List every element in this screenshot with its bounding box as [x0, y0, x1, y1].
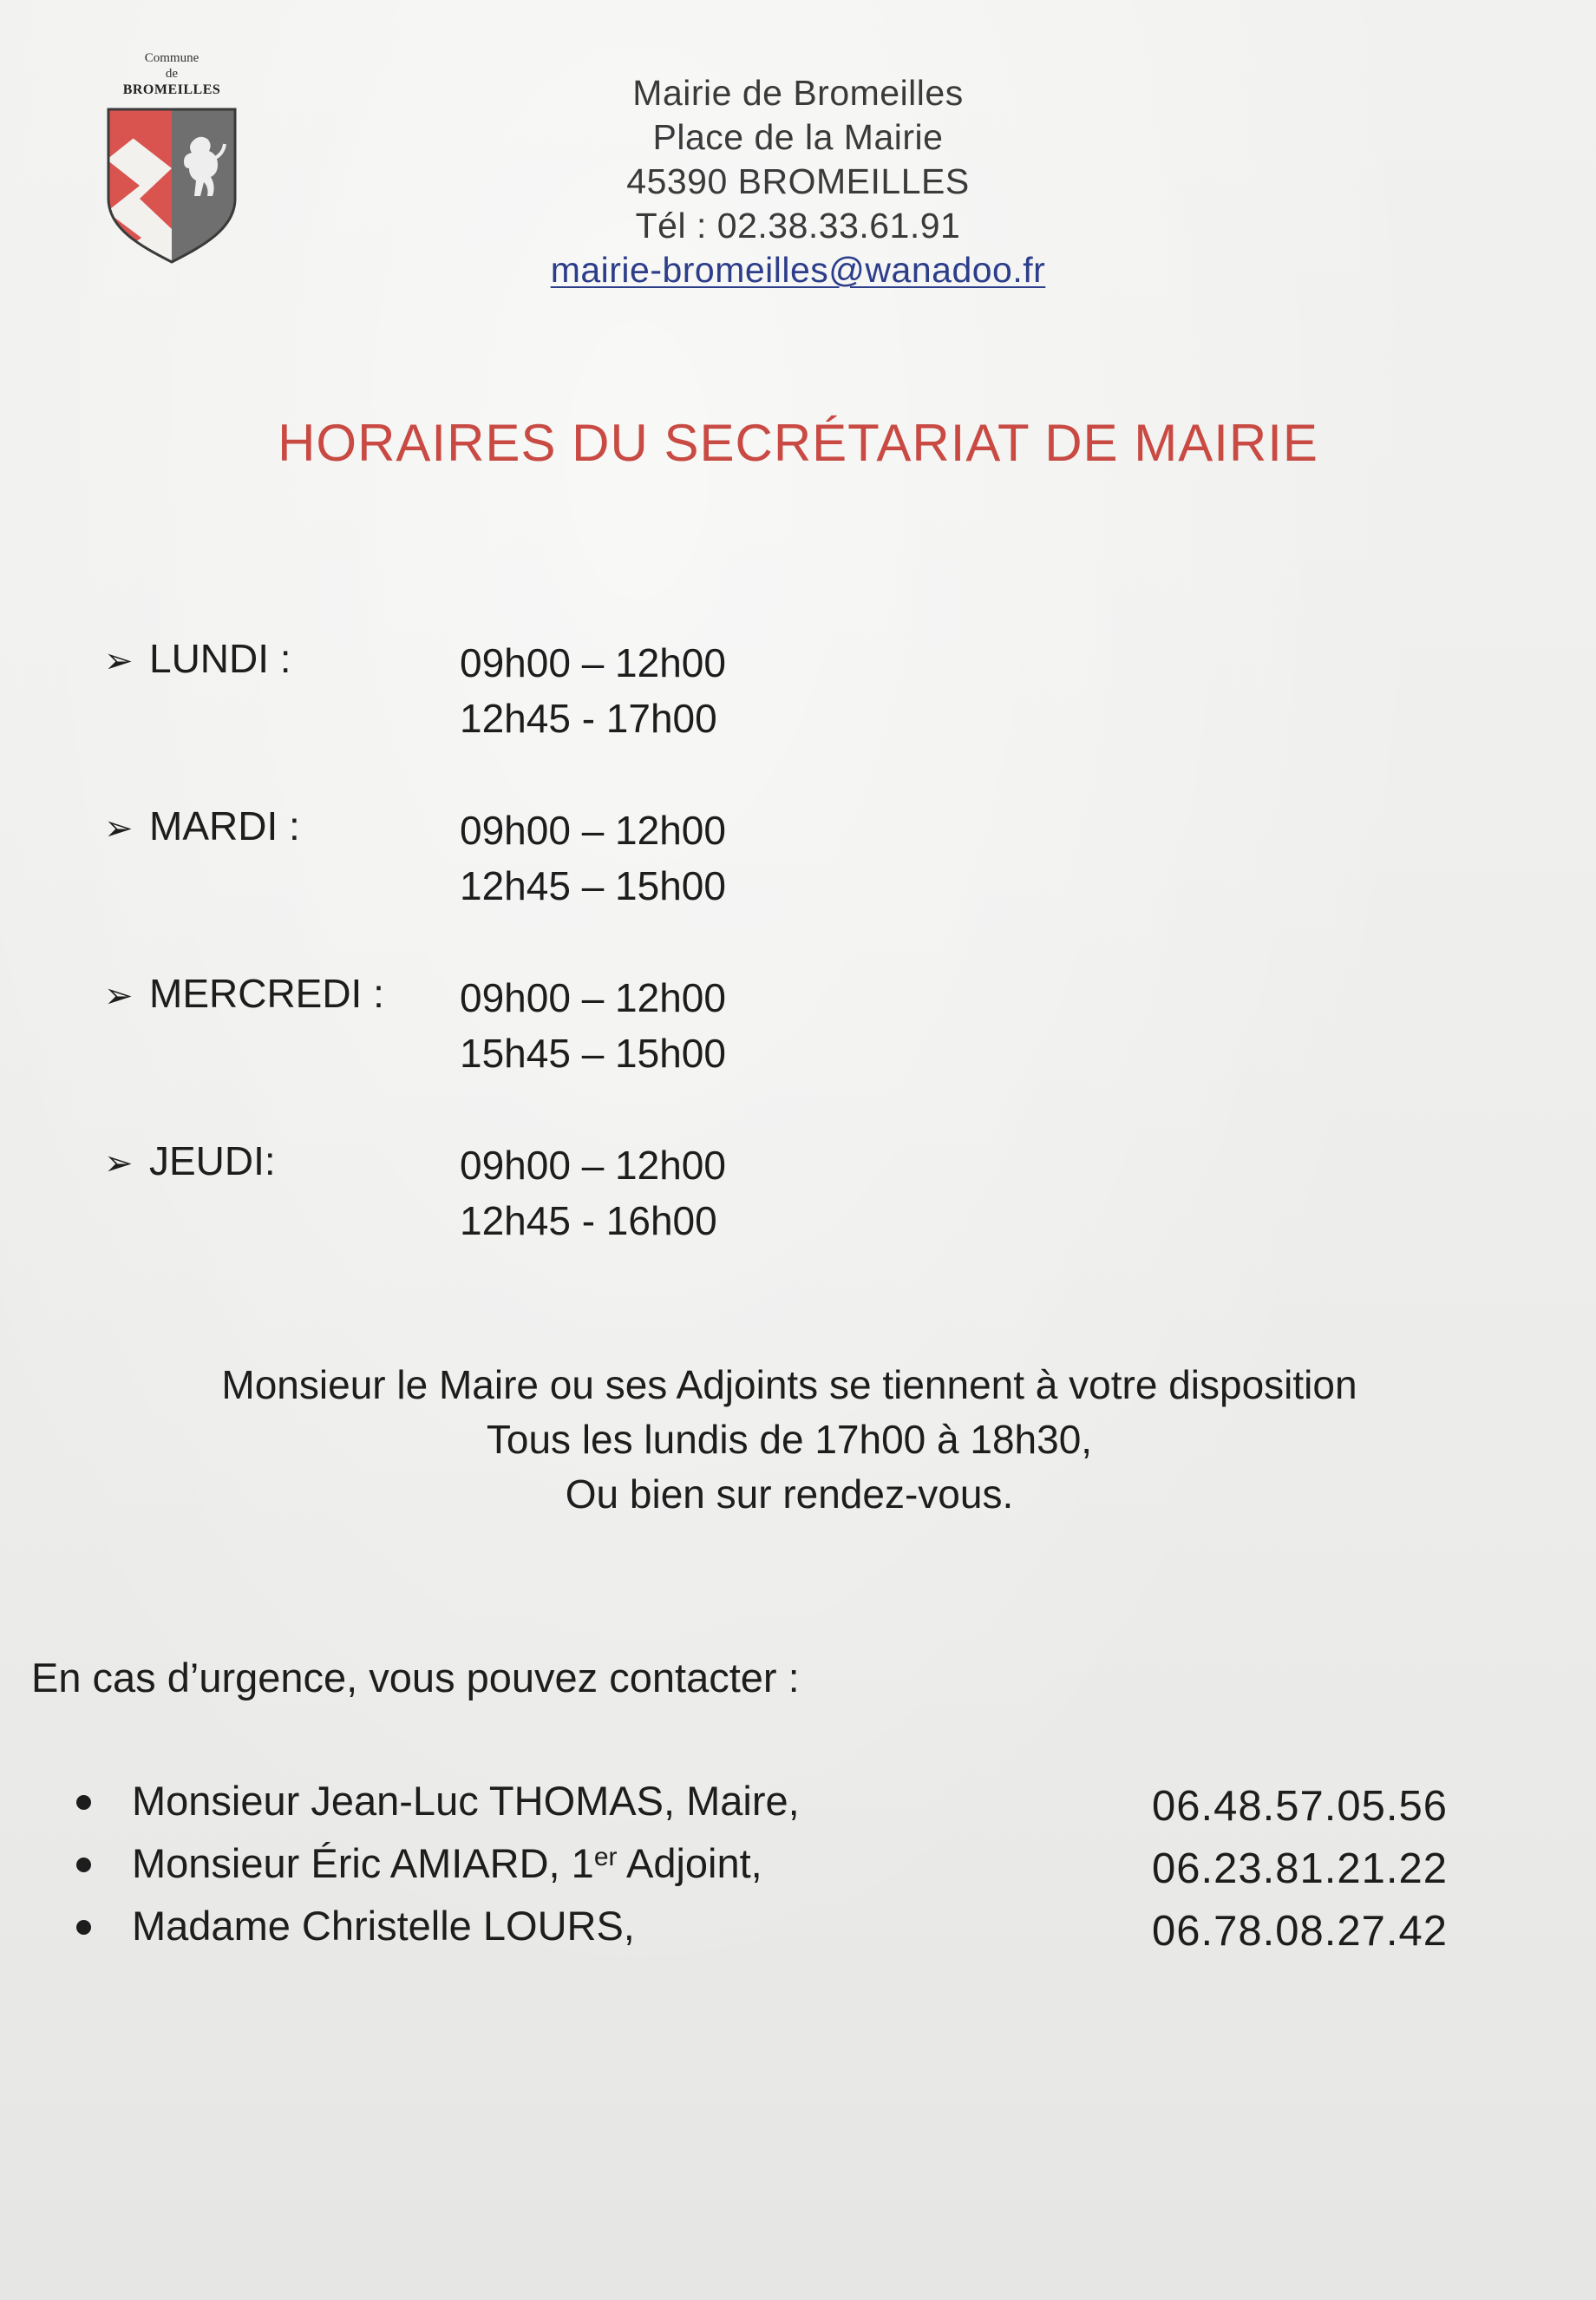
mairie-postal-city: 45390 BROMEILLES: [626, 161, 970, 201]
time-slot-morning: 09h00 – 12h00: [460, 1143, 726, 1188]
contact-name-part: Monsieur Éric AMIARD, 1: [132, 1840, 594, 1886]
ordinal-superscript: er: [593, 1843, 618, 1871]
time-slot-morning: 09h00 – 12h00: [460, 640, 726, 685]
schedule-day-tuesday: [104, 801, 885, 968]
bullet-dot-icon: [76, 1795, 91, 1810]
day-label: JEUDI:: [149, 1138, 276, 1183]
mayor-availability: [87, 1358, 1492, 1522]
bullet-dot-icon: [76, 1858, 91, 1872]
contact-name: Madame Christelle LOURS,: [132, 1903, 635, 1949]
time-slot-afternoon: 15h45 – 15h00: [460, 1031, 726, 1076]
mairie-address: Place de la Mairie: [652, 117, 944, 157]
time-slot-afternoon: 12h45 – 15h00: [460, 863, 726, 908]
mairie-name: Mairie de Bromeilles: [632, 73, 964, 113]
schedule-day-monday: [104, 633, 885, 801]
mayor-line-2: Tous les lundis de 17h00 à 18h30,: [486, 1417, 1093, 1462]
emergency-heading: En cas d’urgence, vous pouvez contacter :: [31, 1655, 800, 1700]
coat-of-arms-icon: [107, 108, 237, 264]
day-label: LUNDI :: [149, 636, 291, 681]
mairie-phone: Tél : 02.38.33.61.91: [635, 206, 961, 246]
crest-town-name: BROMEILLES: [122, 82, 221, 97]
mayor-line-1: Monsieur le Maire ou ses Adjoints se tiennent à votre disposition: [221, 1362, 1357, 1407]
mairie-header: [434, 71, 1162, 292]
mairie-email-link[interactable]: mairie-bromeilles@wanadoo.fr: [550, 250, 1046, 290]
arrow-bullet-icon: ➢: [104, 809, 134, 848]
day-label: MARDI :: [149, 803, 300, 849]
time-slot-afternoon: 12h45 - 16h00: [460, 1198, 717, 1243]
schedule-day-wednesday: [104, 968, 885, 1136]
mayor-line-3: Ou bien sur rendez-vous.: [565, 1471, 1014, 1517]
page-title: HORAIRES DU SECRÉTARIAT DE MAIRIE: [278, 414, 1318, 472]
time-slot-afternoon: 12h45 - 17h00: [460, 696, 717, 741]
list-item: [76, 1838, 1482, 1900]
crest-commune-label: Commune: [144, 51, 200, 65]
contact-phone: 06.78.08.27.42: [1152, 1908, 1448, 1955]
day-label: MERCREDI :: [149, 971, 384, 1016]
opening-hours-list: [104, 633, 885, 1303]
arrow-bullet-icon: ➢: [104, 642, 134, 680]
contact-name: [132, 1838, 762, 1890]
contact-name: Monsieur Jean-Luc THOMAS, Maire,: [132, 1778, 800, 1824]
emergency-contacts-list: [76, 1775, 1482, 1963]
contact-name-part: Adjoint,: [617, 1840, 762, 1886]
contact-phone: 06.48.57.05.56: [1152, 1783, 1448, 1830]
crest-de-label: de: [165, 67, 179, 81]
schedule-day-thursday: [104, 1136, 885, 1303]
arrow-bullet-icon: ➢: [104, 1144, 134, 1183]
list-item: [76, 1900, 1482, 1963]
time-slot-morning: 09h00 – 12h00: [460, 975, 726, 1020]
bullet-dot-icon: [76, 1920, 91, 1935]
list-item: [76, 1775, 1482, 1838]
time-slot-morning: 09h00 – 12h00: [460, 808, 726, 853]
commune-crest: [102, 50, 241, 276]
contact-phone: 06.23.81.21.22: [1152, 1845, 1448, 1892]
arrow-bullet-icon: ➢: [104, 977, 134, 1015]
